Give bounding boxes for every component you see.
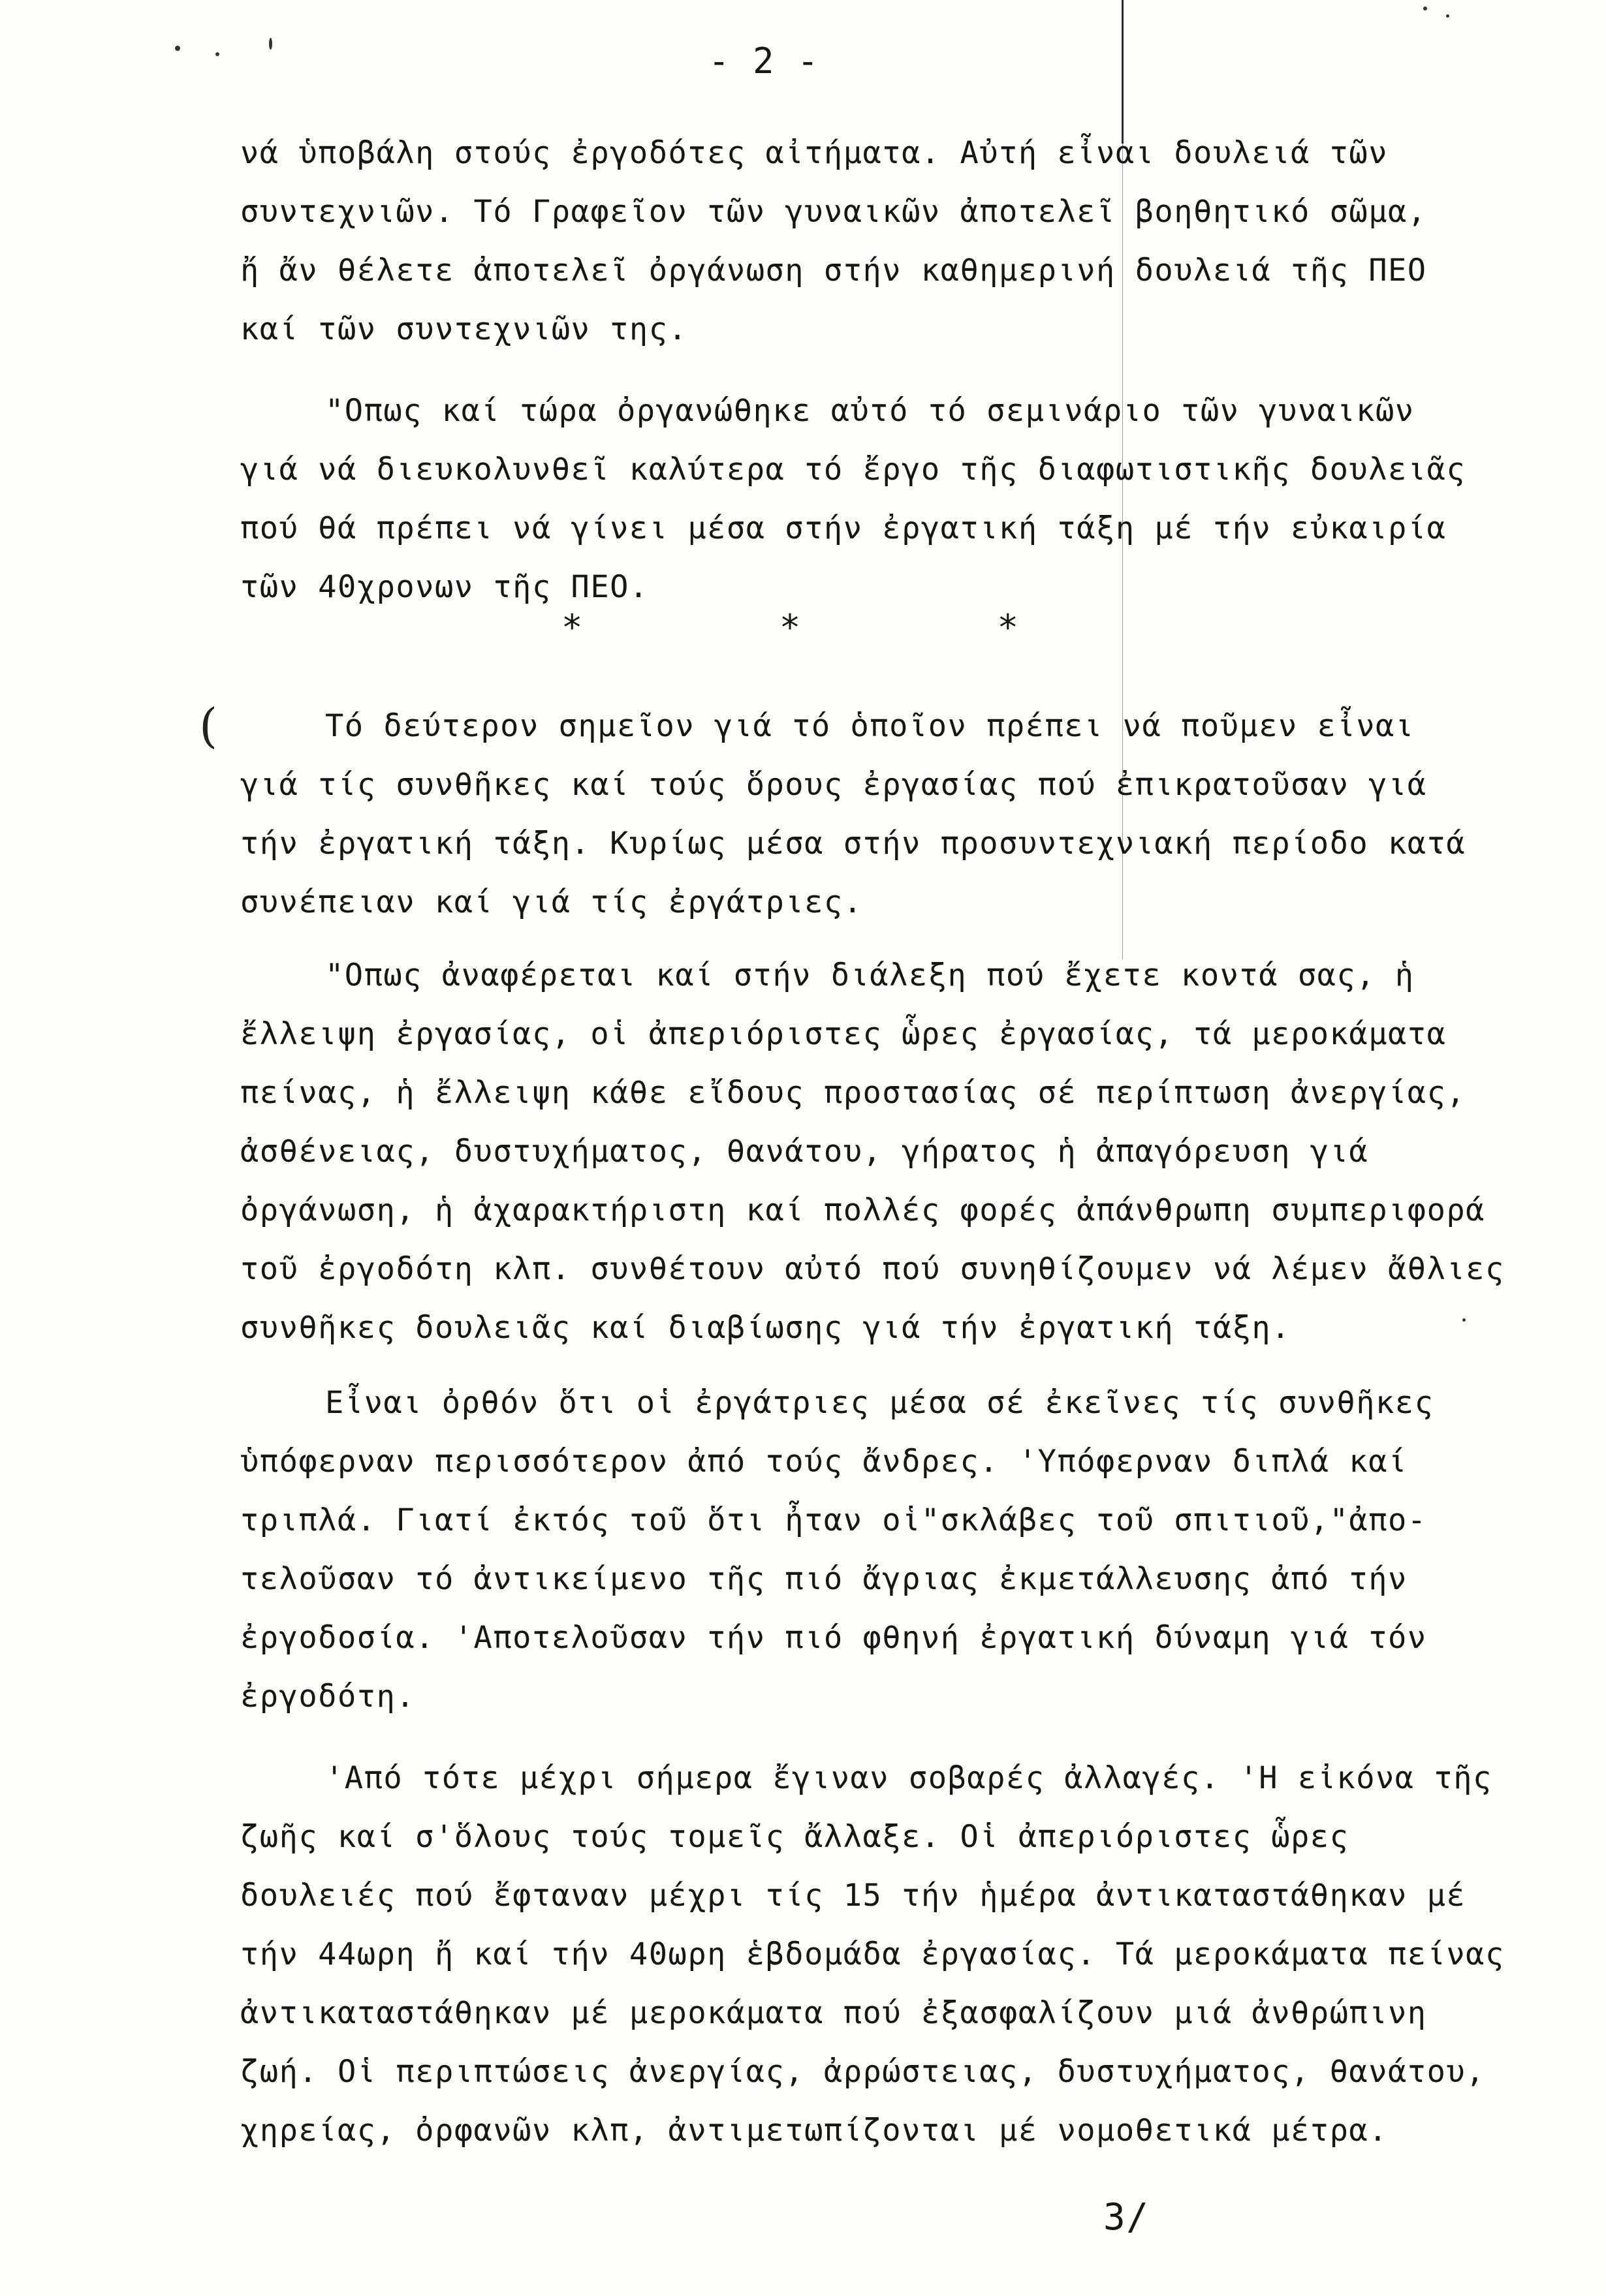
text-line: γιά νά διευκολυνθεῖ καλύτερα τό ἔργο τῆς διαφωτιστικῆς δουλειᾶς bbox=[240, 452, 1466, 488]
text-line: ἀσθένειας, δυστυχήματος, θανάτου, γήρατος ἡ ἀπαγόρευση γιά bbox=[240, 1134, 1369, 1170]
text-line: τοῦ ἐργοδότη κλπ. συνθέτουν αὐτό πού συνηθίζουμεν νά λέμεν ἄθλιες bbox=[240, 1251, 1505, 1287]
text-line: ζωῆς καί σ'ὅλους τούς τομεῖς ἄλλαξε. Οἱ ἀπεριόριστες ὧρες bbox=[240, 1819, 1349, 1855]
scan-fold-line bbox=[1122, 0, 1124, 144]
separator-asterisk: * bbox=[779, 607, 801, 648]
separator-asterisk: * bbox=[997, 607, 1018, 648]
text-line: συντεχνιῶν. Τό Γραφεῖον τῶν γυναικῶν ἀποτελεῖ βοηθητικό σῶμα, bbox=[240, 194, 1427, 230]
paragraph-2 bbox=[240, 382, 1520, 617]
scan-speck bbox=[175, 46, 180, 51]
text-line: Τό δεύτερον σημεῖον γιά τό ὁποῖον πρέπει νά ποῦμεν εἶναι bbox=[325, 708, 1415, 744]
text-line: "Οπως ἀναφέρεται καί στήν διάλεξη πού ἔχετε κοντά σας, ἡ bbox=[325, 957, 1415, 993]
text-line: ἐργοδότη. bbox=[240, 1679, 416, 1714]
text-line: τήν 44ωρη ἤ καί τήν 40ωρη ἑβδομάδα ἐργασίας. Τά μεροκάματα πείνας bbox=[240, 1936, 1505, 1972]
paragraph-6 bbox=[240, 1749, 1520, 2160]
text-line: χηρείας, ὀρφανῶν κλπ, ἀντιμετωπίζονται μέ νομοθετικά μέτρα. bbox=[240, 2113, 1388, 2149]
paragraph-4 bbox=[240, 946, 1520, 1357]
text-line: καί τῶν συντεχνιῶν της. bbox=[240, 311, 688, 347]
text-line: "Οπως καί τώρα ὀργανώθηκε αὐτό τό σεμινάριο τῶν γυναικῶν bbox=[325, 393, 1415, 429]
text-line: τελοῦσαν τό ἀντικείμενο τῆς πιό ἄγριας ἐκμετάλλευσης ἀπό τήν bbox=[240, 1561, 1408, 1597]
scan-speck bbox=[215, 52, 219, 56]
text-line: ἤ ἄν θέλετε ἀποτελεῖ ὀργάνωση στήν καθημερινή δουλειά τῆς ΠΕΟ bbox=[240, 253, 1427, 288]
paragraph-1 bbox=[240, 124, 1520, 359]
text-line: ὑπόφερναν περισσότερον ἀπό τούς ἄνδρες. 'Υπόφερναν διπλά καί bbox=[240, 1444, 1408, 1480]
text-line: πού θά πρέπει νά γίνει μέσα στήν ἐργατική τάξη μέ τήν εὐκαιρία bbox=[240, 510, 1447, 546]
text-line: ἔλλειψη ἐργασίας, οἱ ἀπεριόριστες ὧρες ἐργασίας, τά μεροκάματα bbox=[240, 1016, 1447, 1052]
text-line: τριπλά. Γιατί ἐκτός τοῦ ὅτι ἦταν οἱ"σκλάβες τοῦ σπιτιοῦ,"ἀπο- bbox=[240, 1502, 1427, 1538]
separator-asterisk: * bbox=[561, 607, 583, 648]
text-line: πείνας, ἡ ἔλλειψη κάθε εἴδους προστασίας σέ περίπτωση ἀνεργίας, bbox=[240, 1075, 1466, 1111]
text-line: 'Από τότε μέχρι σήμερα ἔγιναν σοβαρές ἀλλαγές. 'Η εἰκόνα τῆς bbox=[325, 1760, 1492, 1796]
text-line: ὀργάνωση, ἡ ἀχαρακτήριστη καί πολλές φορές ἀπάνθρωπη συμπεριφορά bbox=[240, 1192, 1485, 1228]
margin-bracket-mark: ( bbox=[199, 698, 218, 753]
scan-speck bbox=[269, 38, 272, 50]
page-number: - 2 - bbox=[708, 40, 820, 82]
text-line: δουλειές πού ἔφταναν μέχρι τίς 15 τήν ἡμέρα ἀντικαταστάθηκαν μέ bbox=[240, 1878, 1466, 1914]
text-line: Εἶναι ὀρθόν ὅτι οἱ ἐργάτριες μέσα σέ ἐκεῖνες τίς συνθῆκες bbox=[325, 1385, 1434, 1421]
text-line: ἀντικαταστάθηκαν μέ μεροκάματα πού ἐξασφαλίζουν μιά ἀνθρώπινη bbox=[240, 1995, 1427, 2031]
text-line: τήν ἐργατική τάξη. Κυρίως μέσα στήν προσυντεχνιακή περίοδο κατά bbox=[240, 826, 1466, 861]
scan-speck bbox=[1423, 7, 1427, 10]
paragraph-5 bbox=[240, 1374, 1520, 1726]
text-line: συνθῆκες δουλειᾶς καί διαβίωσης γιά τήν ἐργατική τάξη. bbox=[240, 1310, 1291, 1346]
text-line: γιά τίς συνθῆκες καί τούς ὅρους ἐργασίας πού ἐπικρατοῦσαν γιά bbox=[240, 767, 1427, 803]
paragraph-3 bbox=[240, 697, 1520, 932]
text-line: νά ὑποβάλη στούς ἐργοδότες αἰτήματα. Αὐτή εἶναι δουλειά τῶν bbox=[240, 135, 1388, 171]
text-line: συνέπειαν καί γιά τίς ἐργάτριες. bbox=[240, 884, 863, 920]
continued-marker: 3/ bbox=[1103, 2196, 1150, 2239]
section-separator bbox=[561, 607, 1018, 648]
text-line: ἐργοδοσία. 'Αποτελοῦσαν τήν πιό φθηνή ἐργατική δύναμη γιά τόν bbox=[240, 1620, 1427, 1656]
text-line: ζωή. Οἱ περιπτώσεις ἀνεργίας, ἀρρώστειας, δυστυχήματος, θανάτου, bbox=[240, 2054, 1485, 2090]
scan-speck bbox=[1446, 14, 1449, 18]
text-line: τῶν 40χρονων τῆς ΠΕΟ. bbox=[240, 569, 649, 605]
